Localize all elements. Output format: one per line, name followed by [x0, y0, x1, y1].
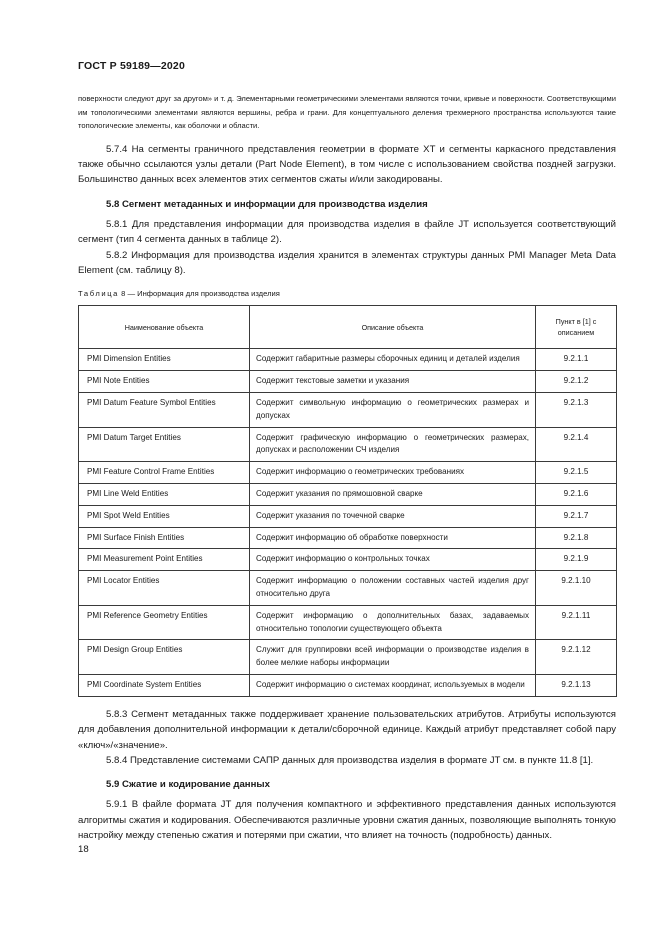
table-row: [79, 674, 617, 696]
cell-object-name: PMI Surface Finish Entities: [79, 527, 250, 549]
document-header: ГОСТ Р 59189—2020: [78, 60, 186, 72]
table-row: [79, 571, 617, 606]
cell-object-description: Содержит графическую информацию о геометрических размерах, допусках и расположении СЧ изделия: [250, 427, 536, 462]
table-row: [79, 483, 617, 505]
cell-clause-reference: 9.2.1.8: [536, 527, 617, 549]
cell-clause-reference: 9.2.1.9: [536, 549, 617, 571]
cell-object-description: Содержит символьную информацию о геометрических размерах и допусках: [250, 392, 536, 427]
table-row: [79, 462, 617, 484]
cell-object-description: Содержит габаритные размеры сборочных единиц и деталей изделия: [250, 349, 536, 371]
cell-object-description: Содержит информацию о контрольных точках: [250, 549, 536, 571]
paragraph-5-8-2: 5.8.2 Информация для производства изделия хранится в элементах структуры данных PMI Manager Meta Data Element (см. таблицу 8).: [78, 249, 616, 276]
table-header-row: [79, 306, 617, 349]
pmi-table: [78, 305, 617, 696]
header-object-description: Описание объекта: [250, 306, 536, 349]
cell-clause-reference: 9.2.1.13: [536, 674, 617, 696]
paragraph-5-8-1: 5.8.1 Для представления информации для производства изделия в файле JT используется соответствующий сегмент (тип 4 сегмента данных в таблице 2).: [78, 218, 616, 246]
cell-clause-reference: 9.2.1.11: [536, 605, 617, 640]
cell-object-name: PMI Datum Target Entities: [79, 427, 250, 462]
cell-object-description: Содержит информацию о геометрических требованиях: [250, 462, 536, 484]
cell-object-name: PMI Feature Control Frame Entities: [79, 462, 250, 484]
cell-object-name: PMI Design Group Entities: [79, 640, 250, 675]
table-caption-text: 8 — Информация для производства изделия: [121, 289, 280, 299]
table-row: [79, 349, 617, 371]
section-heading-5-9: 5.9 Сжатие и кодирование данных: [106, 779, 270, 791]
cell-object-name: PMI Coordinate System Entities: [79, 674, 250, 696]
cell-object-description: Содержит информацию об обработке поверхности: [250, 527, 536, 549]
cell-clause-reference: 9.2.1.10: [536, 571, 617, 606]
page-content: [78, 92, 616, 844]
cell-object-name: PMI Measurement Point Entities: [79, 549, 250, 571]
header-clause-reference: Пункт в [1] с описанием: [536, 306, 617, 349]
cell-clause-reference: 9.2.1.3: [536, 392, 617, 427]
table-row: [79, 549, 617, 571]
table-row: [79, 527, 617, 549]
paragraph-5-7-4: 5.7.4 На сегменты граничного представления геометрии в формате XT и сегменты каркасного представления также обычно ссылаются узлы детали (Part Node Element), в том числе с использованием свойства поздней загрузки. Большинство данных всех элементов этих сегментов сжаты и/или закодированы.: [78, 143, 616, 186]
cell-object-description: Содержит информацию о дополнительных базах, задаваемых относительно топологии существующего объекта: [250, 605, 536, 640]
cell-clause-reference: 9.2.1.1: [536, 349, 617, 371]
cell-object-description: Содержит информацию о положении составных частей изделия друг относительно друга: [250, 571, 536, 606]
paragraph-5-9-1: 5.9.1 В файле формата JT для получения компактного и эффективного представления данных используются алгоритмы сжатия и кодирования. Обеспечиваются различные уровни сжатия данных, позволяющие выполнять тонкую настройку между степенью сжатия и потерями при сжатии, что влияет на точность (подробность) данных.: [78, 799, 616, 842]
table-row: [79, 371, 617, 393]
cell-object-name: PMI Reference Geometry Entities: [79, 605, 250, 640]
cell-clause-reference: 9.2.1.2: [536, 371, 617, 393]
table-row: [79, 427, 617, 462]
page-number: 18: [78, 844, 89, 855]
cell-clause-reference: 9.2.1.12: [536, 640, 617, 675]
paragraph-5-8-4: 5.8.4 Представление системами САПР данных для производства изделия в формате JT см. в пункте 11.8 [1].: [106, 754, 594, 766]
cell-clause-reference: 9.2.1.5: [536, 462, 617, 484]
cell-object-name: PMI Line Weld Entities: [79, 483, 250, 505]
cell-object-name: PMI Dimension Entities: [79, 349, 250, 371]
table-row: [79, 605, 617, 640]
cell-object-name: PMI Datum Feature Symbol Entities: [79, 392, 250, 427]
cell-object-description: Содержит текстовые заметки и указания: [250, 371, 536, 393]
cell-clause-reference: 9.2.1.6: [536, 483, 617, 505]
table-row: [79, 392, 617, 427]
cell-clause-reference: 9.2.1.7: [536, 505, 617, 527]
table-caption: [78, 288, 616, 300]
section-heading-5-8: 5.8 Сегмент метаданных и информации для производства изделия: [106, 198, 428, 210]
cell-object-description: Содержит информацию о системах координат, используемых в модели: [250, 674, 536, 696]
cell-object-name: PMI Note Entities: [79, 371, 250, 393]
table-caption-prefix: Таблица: [78, 289, 119, 299]
cell-clause-reference: 9.2.1.4: [536, 427, 617, 462]
intro-paragraph: поверхности следуют друг за другом» и т. д. Элементарными геометрическими элементами являются точки, кривые и поверхности. Соответствующими им топологическими элементами являются вершины, ребра и грани. Для концептуального деления трехмерного пространства используются такие топологические элементы, как оболочки и области.: [78, 94, 616, 130]
cell-object-name: PMI Locator Entities: [79, 571, 250, 606]
cell-object-name: PMI Spot Weld Entities: [79, 505, 250, 527]
cell-object-description: Содержит указания по точечной сварке: [250, 505, 536, 527]
paragraph-5-8-3: 5.8.3 Сегмент метаданных также поддерживает хранение пользовательских атрибутов. Атрибуты используются для добавления дополнительной информации к детали/сборочной единице. Каждый атрибут представляет собой пару «ключ»/«значение».: [78, 708, 616, 751]
cell-object-description: Содержит указания по прямошовной сварке: [250, 483, 536, 505]
header-object-name: Наименование объекта: [79, 306, 250, 349]
table-row: [79, 640, 617, 675]
cell-object-description: Служит для группировки всей информации о производстве изделия в более мелкие наборы информации: [250, 640, 536, 675]
table-row: [79, 505, 617, 527]
